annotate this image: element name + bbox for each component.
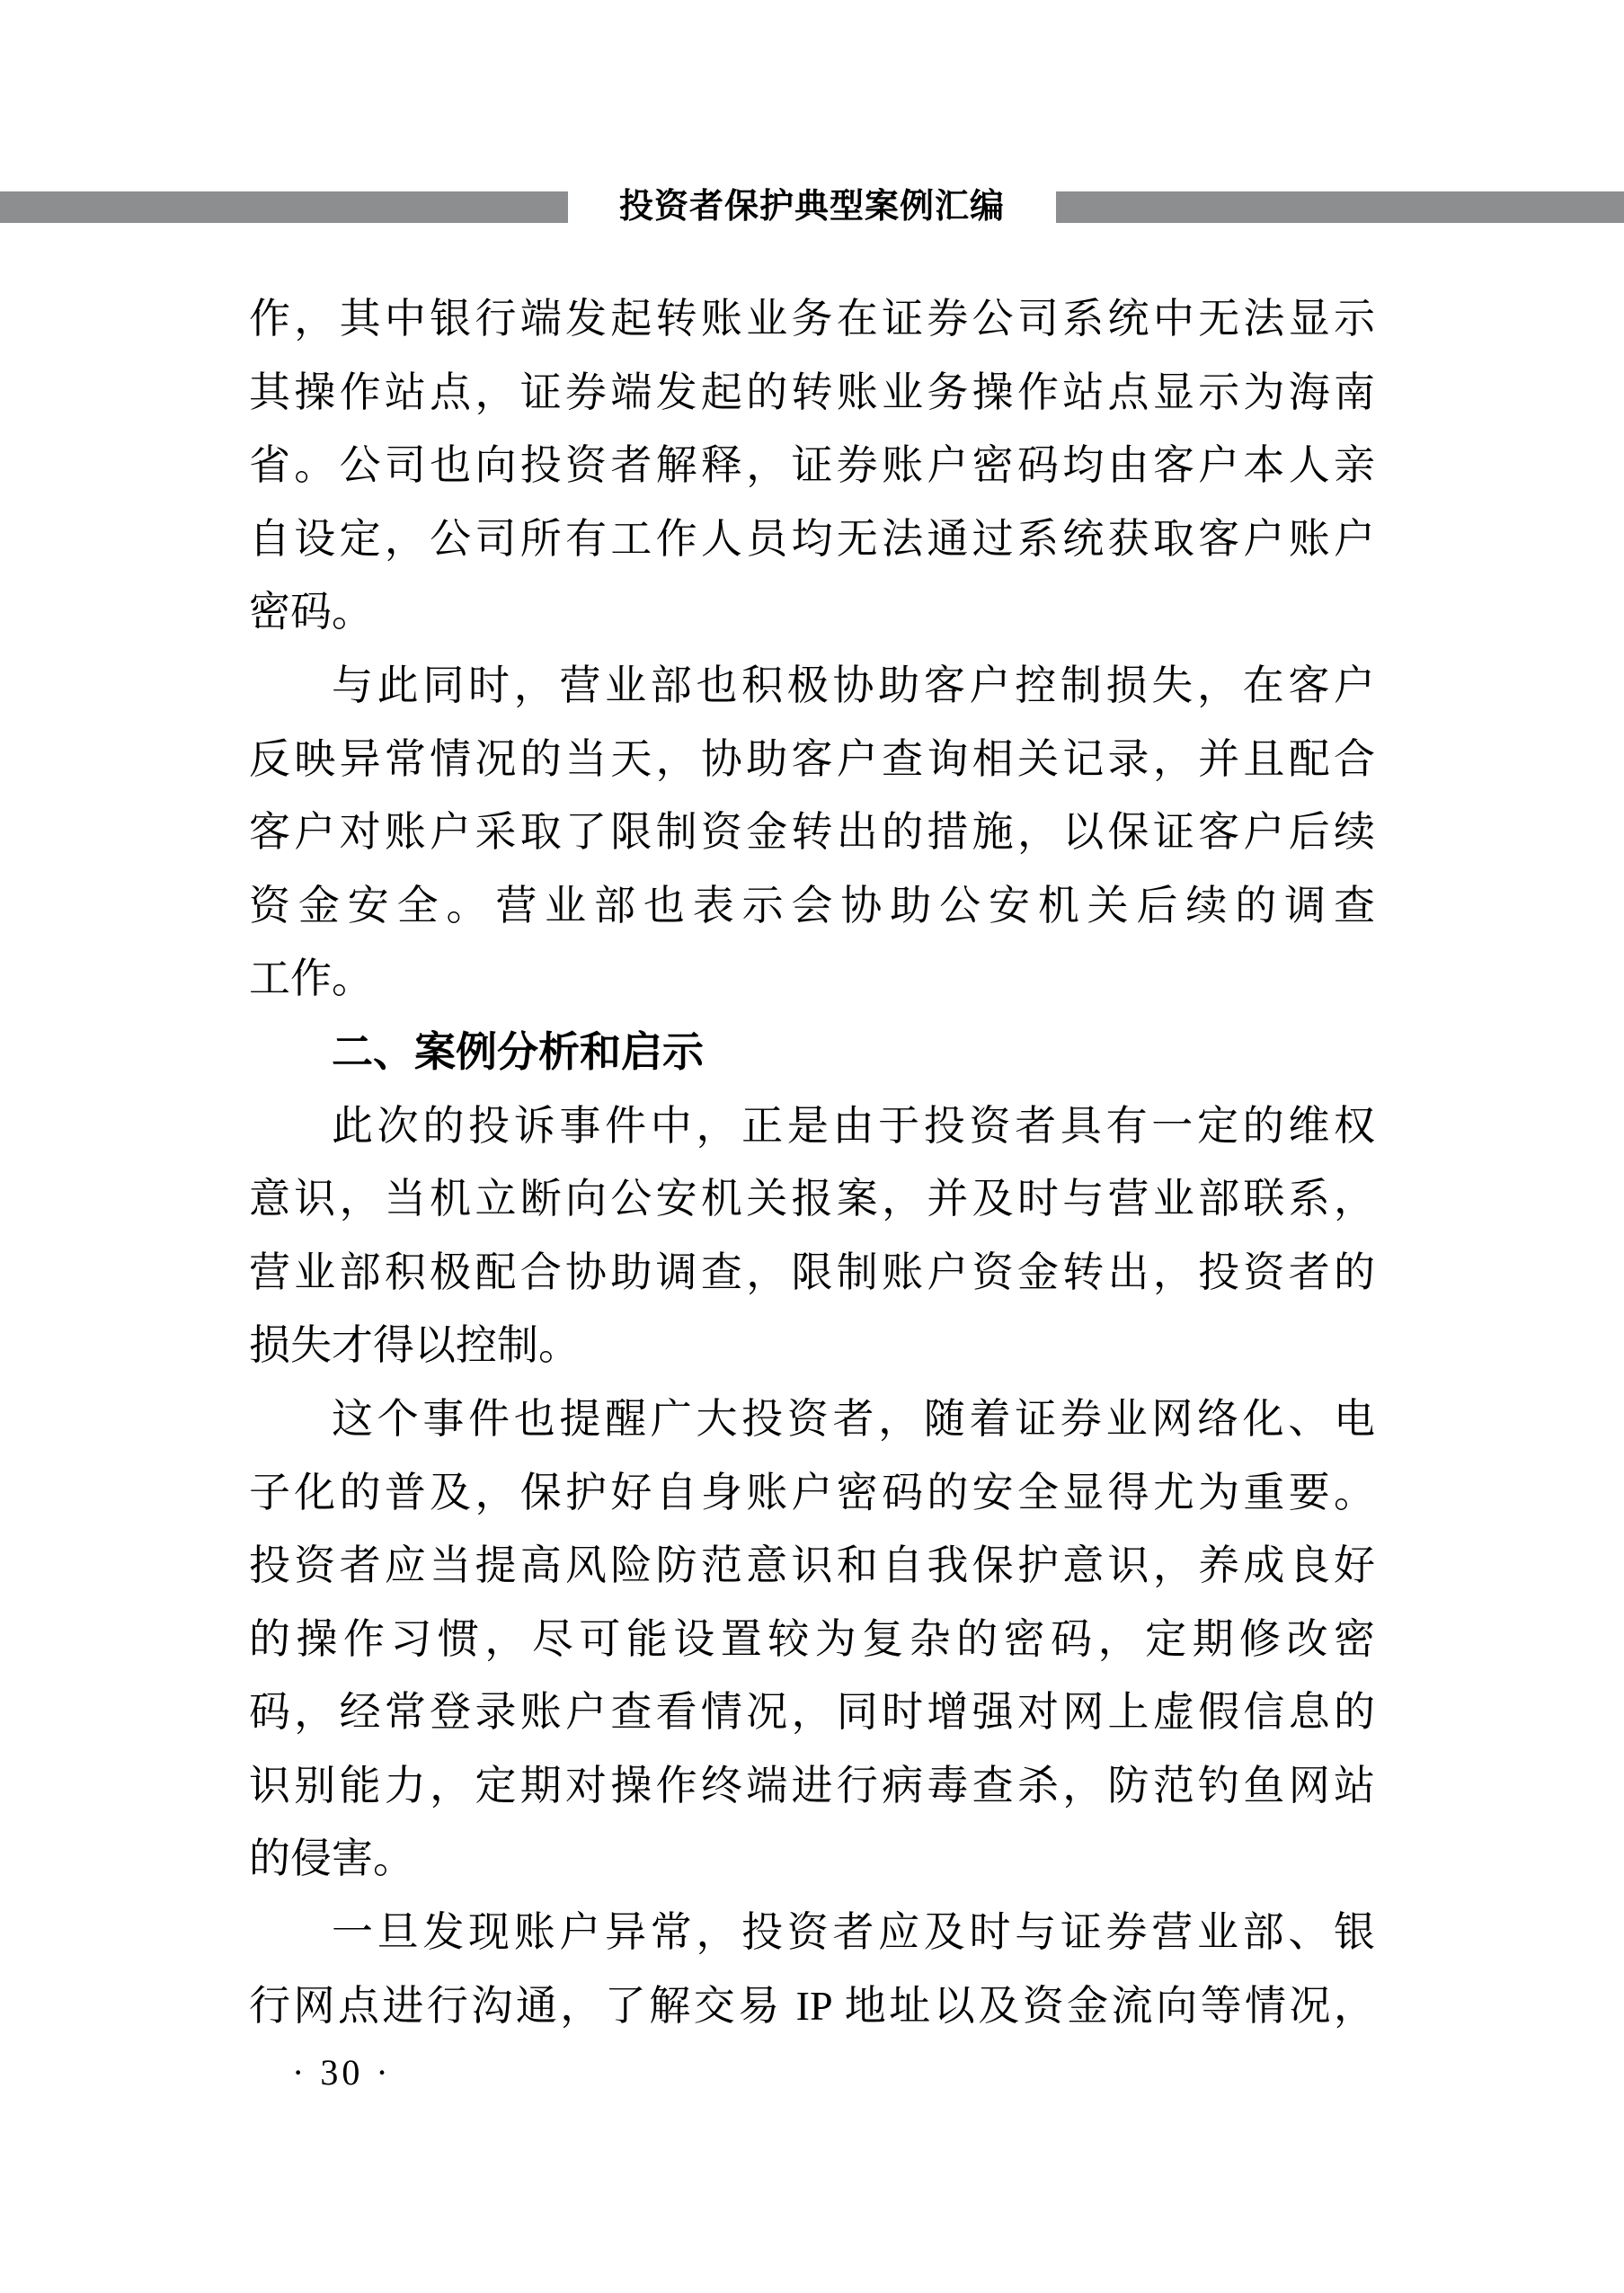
text-line: 此次的投诉事件中，正是由于投资者具有一定的维权 xyxy=(332,1102,1375,1149)
text-line: 行网点进行沟通，了解交易 IP 地址以及资金流向等情况， xyxy=(249,1982,1375,2029)
body-text xyxy=(249,282,1375,2042)
text-line: 密码。 xyxy=(249,589,373,635)
page-number: · 30 · xyxy=(292,2052,392,2093)
section-heading: 二、案例分析和启示 xyxy=(332,1027,704,1075)
text-line: 工作。 xyxy=(249,955,373,1002)
text-line: 营业部积极配合协助调查，限制账户资金转出，投资者的 xyxy=(249,1249,1375,1295)
text-line: 损失才得以控制。 xyxy=(249,1322,580,1369)
text-line: 的侵害。 xyxy=(249,1835,414,1882)
running-header xyxy=(0,188,1624,226)
header-bar-right xyxy=(1056,191,1624,223)
text-line: 意识，当机立断向公安机关报案，并及时与营业部联系， xyxy=(249,1176,1375,1222)
header-title: 投资者保护典型案例汇编 xyxy=(619,188,1006,226)
text-line: 省。公司也向投资者解释，证券账户密码均由客户本人亲 xyxy=(249,442,1375,489)
text-line: 其操作站点，证券端发起的转账业务操作站点显示为海南 xyxy=(249,369,1375,415)
text-line: 一旦发现账户异常，投资者应及时与证券营业部、银 xyxy=(332,1909,1375,1956)
text-line: 这个事件也提醒广大投资者，随着证券业网络化、电 xyxy=(332,1395,1375,1442)
text-line: 码，经常登录账户查看情况，同时增强对网上虚假信息的 xyxy=(249,1689,1375,1736)
text-line: 作，其中银行端发起转账业务在证券公司系统中无法显示 xyxy=(249,296,1375,342)
text-line: 投资者应当提高风险防范意识和自我保护意识，养成良好 xyxy=(249,1542,1375,1589)
text-line: 反映异常情况的当天，协助客户查询相关记录，并且配合 xyxy=(249,735,1375,782)
text-line: 自设定，公司所有工作人员均无法通过系统获取客户账户 xyxy=(249,515,1375,562)
header-bar-left xyxy=(0,191,568,223)
text-line: 资金安全。营业部也表示会协助公安机关后续的调查 xyxy=(249,882,1375,929)
text-line: 客户对账户采取了限制资金转出的措施，以保证客户后续 xyxy=(249,809,1375,856)
text-line: 的操作习惯，尽可能设置较为复杂的密码，定期修改密 xyxy=(249,1615,1375,1662)
text-line: 与此同时，营业部也积极协助客户控制损失，在客户 xyxy=(332,662,1375,708)
text-line: 识别能力，定期对操作终端进行病毒查杀，防范钓鱼网站 xyxy=(249,1762,1375,1809)
text-line: 子化的普及，保护好自身账户密码的安全显得尤为重要。 xyxy=(249,1469,1375,1515)
